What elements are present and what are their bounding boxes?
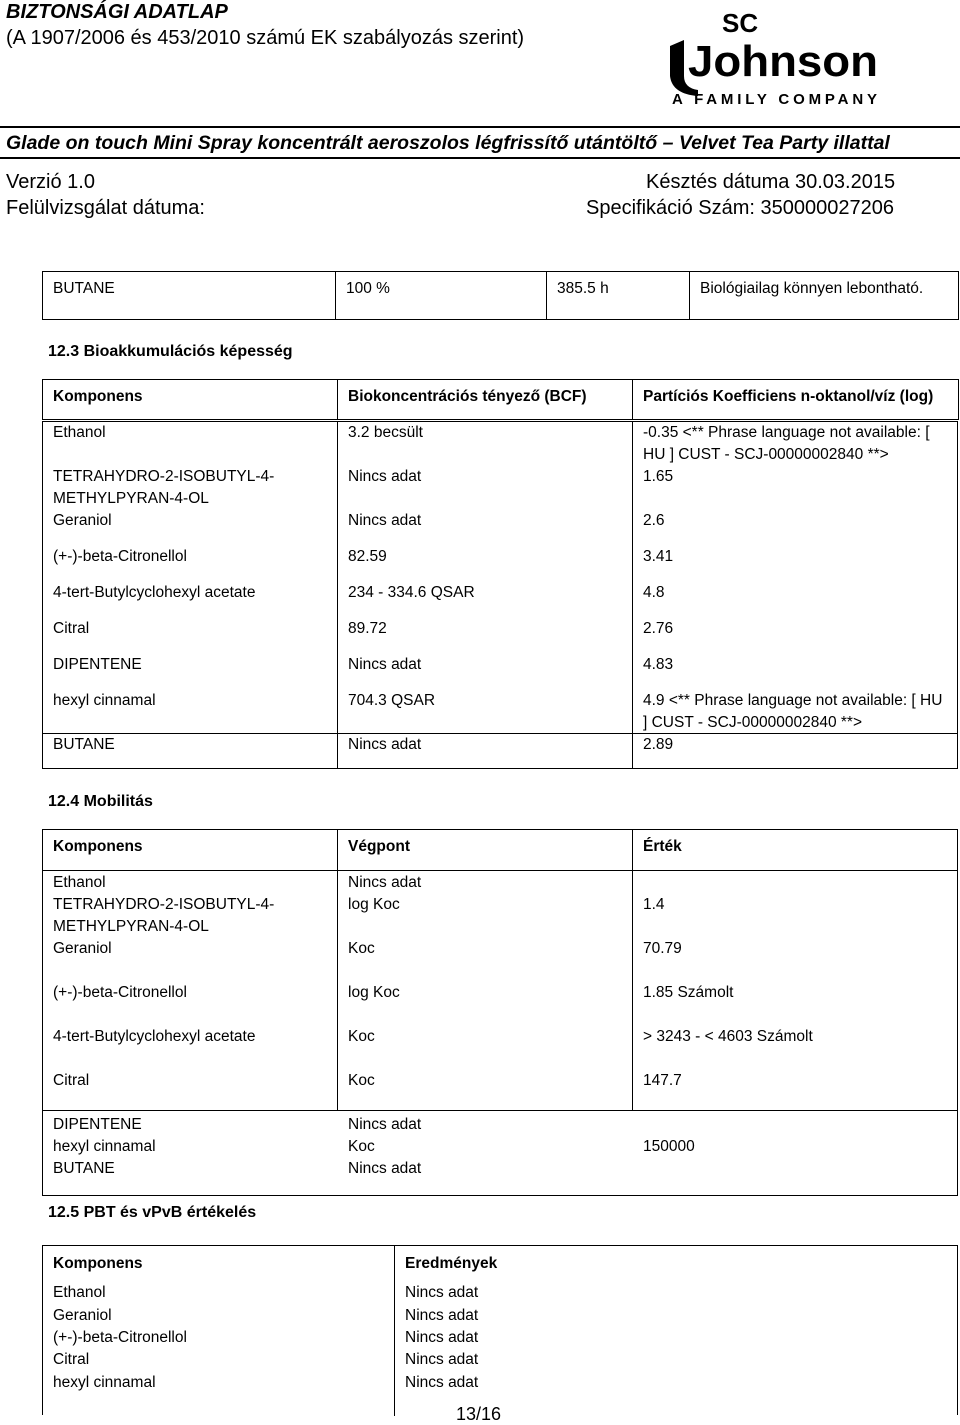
degradation-result: Biológiailag könnyen lebontható.: [690, 272, 959, 320]
table-cell: Nincs adat: [348, 468, 422, 485]
table-cell: log Koc: [348, 984, 400, 1001]
table-row: [43, 272, 959, 320]
table-cell: BUTANE: [53, 1160, 115, 1177]
table-cell: Citral: [53, 1072, 90, 1089]
table-cell: 704.3 QSAR: [348, 692, 436, 709]
table-cell: 150000: [643, 1138, 695, 1155]
preparation-date: Késztés dátuma 30.03.2015: [646, 171, 896, 193]
scjohnson-logo: [668, 6, 882, 110]
header-rule-bottom: [0, 157, 960, 159]
specification-number: Specifikáció Szám: 350000027206: [586, 197, 894, 219]
table-cell: 2.89: [643, 736, 674, 753]
table-cell: hexyl cinnamal: [53, 692, 156, 709]
table-cell: (+-)-beta-Citronellol: [53, 1329, 187, 1346]
column-header: Eredmények: [405, 1255, 498, 1272]
table-cell: 234 - 334.6 QSAR: [348, 584, 475, 601]
column-header: Komponens: [53, 1255, 143, 1272]
logo-sc-text: SC: [722, 8, 759, 38]
logo-tagline-text: A FAMILY COMPANY: [672, 91, 877, 108]
table-cell: 2.6: [643, 512, 665, 529]
table-cell: 1.65: [643, 468, 674, 485]
section-12-3-title: 12.3 Bioakkumulációs képesség: [48, 343, 293, 360]
table-cell: Geraniol: [53, 940, 112, 957]
table-cell: 82.59: [348, 548, 387, 565]
table-cell: 70.79: [643, 940, 682, 957]
table-cell: Koc: [348, 940, 375, 957]
table-cell: Citral: [53, 1351, 90, 1368]
table-cell: 4.8: [643, 584, 665, 601]
table-cell: 3.2 becsült: [348, 424, 423, 441]
table-cell: > 3243 - < 4603 Számolt: [643, 1028, 813, 1045]
table-cell: Nincs adat: [348, 1116, 422, 1133]
table-cell: Ethanol: [53, 1284, 106, 1301]
table-cell: TETRAHYDRO-2-ISOBUTYL-4-METHYLPYRAN-4-OL: [53, 468, 275, 507]
bioaccumulation-table: [42, 379, 959, 420]
table-cell: Ethanol: [53, 874, 106, 891]
table-cell: 3.41: [643, 548, 674, 565]
column-header: Komponens: [53, 838, 143, 855]
table-cell: Koc: [348, 1072, 375, 1089]
version-text: Verzió 1.0: [6, 171, 95, 193]
column-header: Érték: [643, 838, 682, 855]
column-header: Végpont: [348, 838, 410, 855]
table-cell: Nincs adat: [348, 656, 422, 673]
degradation-time: 385.5 h: [547, 272, 690, 320]
table-cell: 4-tert-Butylcyclohexyl acetate: [53, 584, 256, 601]
table-cell: 4.83: [643, 656, 674, 673]
degradation-component: BUTANE: [43, 272, 336, 320]
table-cell: Nincs adat: [405, 1307, 479, 1324]
table-cell: hexyl cinnamal: [53, 1138, 156, 1155]
table-cell: Nincs adat: [348, 1160, 422, 1177]
table-cell: Nincs adat: [405, 1351, 479, 1368]
table-cell: 2.76: [643, 620, 674, 637]
logo-johnson-text: Johnson: [688, 37, 878, 86]
table-cell: 4.9 <** Phrase language not available: [ HU ] CUST - SCJ-00000002840 **>: [643, 692, 943, 731]
table-cell: hexyl cinnamal: [53, 1374, 156, 1391]
table-cell: log Koc: [348, 896, 400, 913]
table-cell: Nincs adat: [348, 874, 422, 891]
table-cell: Nincs adat: [405, 1284, 479, 1301]
table-cell: TETRAHYDRO-2-ISOBUTYL-4-METHYLPYRAN-4-OL: [53, 896, 275, 935]
section-12-4-title: 12.4 Mobilitás: [48, 793, 153, 810]
table-cell: 4-tert-Butylcyclohexyl acetate: [53, 1028, 256, 1045]
table-cell: DIPENTENE: [53, 656, 142, 673]
header-rule-top: [0, 126, 960, 128]
table-cell: Nincs adat: [348, 512, 422, 529]
review-date-label: Felülvizsgálat dátuma:: [6, 197, 205, 219]
table-cell: -0.35 <** Phrase language not available: [ HU ] CUST - SCJ-00000002840 **>: [643, 424, 930, 463]
table-cell: Koc: [348, 1028, 375, 1045]
degradation-percent: 100 %: [336, 272, 547, 320]
section-12-5-title: 12.5 PBT és vPvB értékelés: [48, 1204, 257, 1221]
column-header: Biokoncentrációs tényező (BCF): [338, 380, 633, 420]
table-cell: 89.72: [348, 620, 387, 637]
page-number: 13/16: [456, 1404, 502, 1424]
table-cell: Geraniol: [53, 1307, 112, 1324]
table-cell: Nincs adat: [405, 1374, 479, 1391]
document-title: BIZTONSÁGI ADATLAP: [6, 1, 228, 23]
table-cell: Nincs adat: [348, 736, 422, 753]
table-cell: Ethanol: [53, 424, 106, 441]
table-cell: Geraniol: [53, 512, 112, 529]
table-cell: (+-)-beta-Citronellol: [53, 984, 187, 1001]
table-cell: Koc: [348, 1138, 375, 1155]
degradation-table: [42, 271, 959, 320]
column-header: Komponens: [43, 380, 338, 420]
table-cell: BUTANE: [53, 736, 115, 753]
table-header-row: [43, 380, 959, 420]
table-cell: 147.7: [643, 1072, 682, 1089]
column-header: Partíciós Koefficiens n-oktanol/víz (log): [633, 380, 959, 420]
table-cell: Citral: [53, 620, 90, 637]
table-cell: 1.4: [643, 896, 665, 913]
table-cell: DIPENTENE: [53, 1116, 142, 1133]
table-cell: (+-)-beta-Citronellol: [53, 548, 187, 565]
regulation-text: (A 1907/2006 és 453/2010 számú EK szabályozás szerint): [6, 27, 525, 49]
mobility-table: [42, 829, 958, 1196]
table-cell: 1.85 Számolt: [643, 984, 734, 1001]
table-cell: Nincs adat: [405, 1329, 479, 1346]
product-name: Glade on touch Mini Spray koncentrált aeroszolos légfrissítő utántöltő – Velvet Tea Party illattal: [6, 132, 890, 154]
